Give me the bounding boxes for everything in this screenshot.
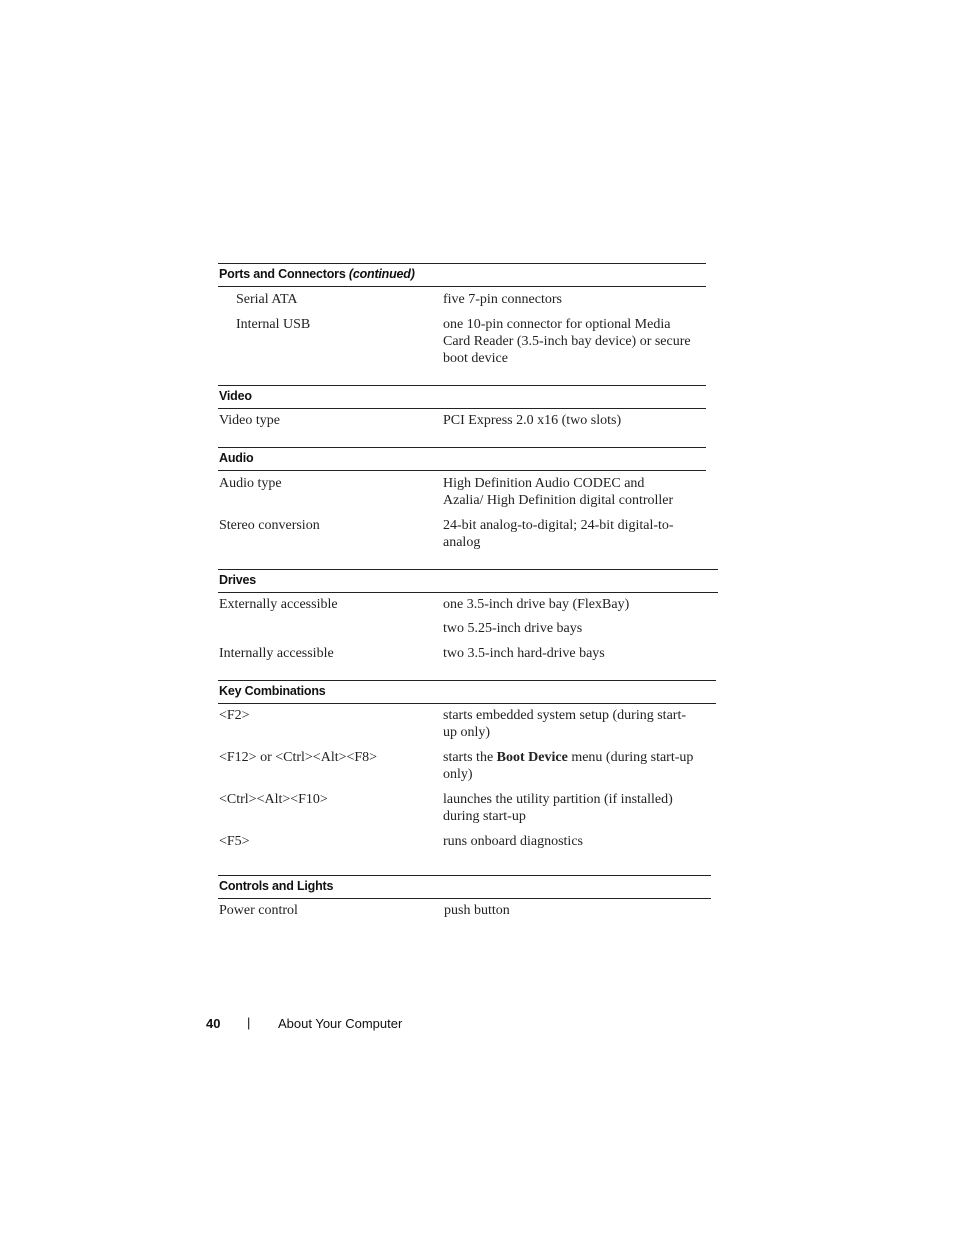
section-title: Drives (219, 573, 257, 587)
row-value-externally-accessible-2: two 5.25-inch drive bays (443, 621, 583, 636)
continued-note: (continued) (348, 267, 415, 281)
row-label-stereo: Stereo conversion (219, 518, 320, 533)
section-title: Key Combinations (219, 684, 326, 698)
footer-separator: | (247, 1015, 251, 1030)
row-value-f2: starts embedded system setup (during start- up only) (443, 708, 687, 740)
row-label-f10: <Ctrl><Alt><F10> (219, 792, 328, 807)
row-label-serial-ata: Serial ATA (236, 292, 298, 307)
row-label-audio-type: Audio type (219, 476, 282, 491)
section-header-drives (218, 569, 718, 593)
row-value-f12: starts the Boot Device menu (during start-up only) (443, 750, 694, 782)
section-title: Controls and Lights (219, 879, 334, 893)
row-label-internally-accessible: Internally accessible (219, 646, 334, 661)
row-label-f12: <F12> or <Ctrl><Alt><F8> (219, 750, 378, 765)
row-label-f2: <F2> (219, 708, 250, 723)
row-value-stereo: 24-bit analog-to-digital; 24-bit digital-to- analog (443, 518, 674, 550)
chapter-title: About Your Computer (278, 1016, 403, 1031)
row-value-internally-accessible: two 3.5-inch hard-drive bays (443, 646, 605, 661)
row-value-f5: runs onboard diagnostics (443, 834, 583, 849)
row-label-internal-usb: Internal USB (236, 317, 311, 332)
section-header-video (218, 385, 706, 409)
row-label-externally-accessible: Externally accessible (219, 597, 338, 612)
row-label-power-control: Power control (219, 903, 298, 918)
row-value-f10: launches the utility partition (if installed) during start-up (443, 792, 673, 824)
section-title: Audio (219, 451, 254, 465)
row-label-video-type: Video type (219, 413, 280, 428)
section-header-ports (218, 263, 706, 287)
section-title: Video (219, 389, 252, 403)
page-number: 40 (206, 1016, 221, 1031)
section-header-controls (218, 875, 711, 899)
row-value-audio-type: High Definition Audio CODEC and Azalia/ High Definition digital controller (443, 476, 674, 508)
row-value-power-control: push button (444, 903, 510, 918)
section-header-audio (218, 447, 706, 471)
row-value-serial-ata: five 7-pin connectors (443, 292, 562, 307)
row-value-internal-usb: one 10-pin connector for optional Media Card Reader (3.5-inch bay device) or secure boot device (443, 317, 691, 366)
row-value-video-type: PCI Express 2.0 x16 (two slots) (443, 413, 622, 428)
row-value-externally-accessible-1: one 3.5-inch drive bay (FlexBay) (443, 597, 630, 612)
section-header-key-combinations (218, 680, 716, 704)
row-label-f5: <F5> (219, 834, 250, 849)
boot-device-term: Boot Device (496, 750, 568, 765)
section-title: Ports and Connectors (continued) (219, 267, 415, 281)
